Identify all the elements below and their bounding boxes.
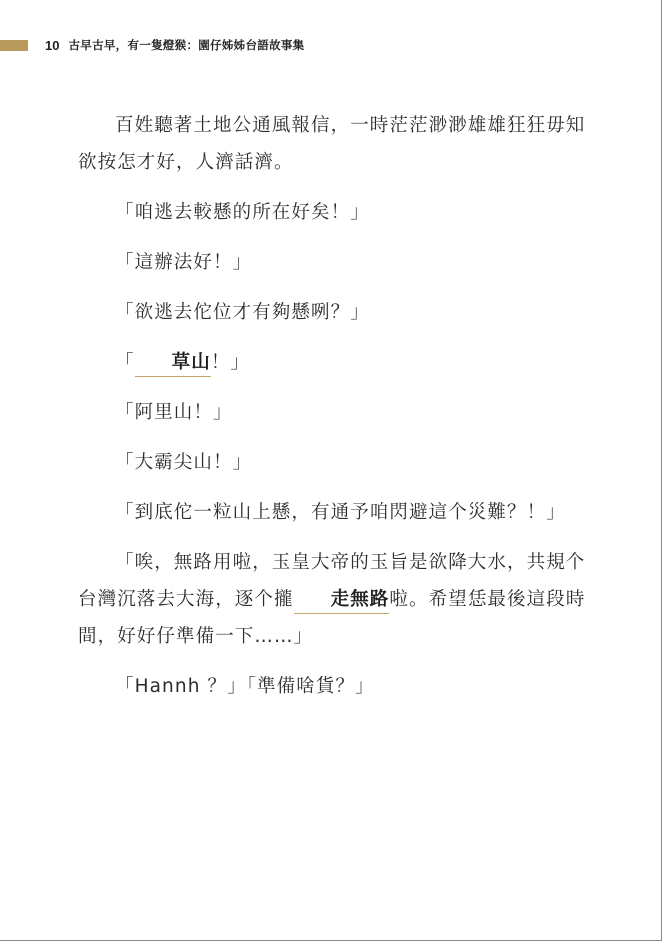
dialogue-paragraph bbox=[78, 544, 588, 655]
vocab-term: 走無路 bbox=[294, 587, 390, 614]
dialogue-line bbox=[78, 344, 588, 381]
header-accent-bar bbox=[0, 40, 28, 51]
running-title: 古早古早，有一隻燈猴：園仔姊姊台語故事集 bbox=[68, 38, 305, 52]
story-body bbox=[78, 107, 588, 718]
dialogue-line: 「到底佗一粒山上懸，有通予咱閃避這个災難？！」 bbox=[115, 502, 566, 523]
quote-open: 「 bbox=[115, 352, 135, 373]
paragraph-start: 「唉，無路用啦，玉皇大帝的玉旨是欲降大水，共規个台灣沉落去大海，逐个攏 bbox=[78, 552, 586, 610]
paragraph-end: 啦。希望恁最後這段時間，好好仔準備一下……」 bbox=[78, 589, 586, 647]
page-number: 10 bbox=[45, 37, 60, 53]
dialogue-line: 「Hannh ？」「準備啥貨？」 bbox=[115, 676, 375, 697]
dialogue-line: 「大霸尖山！」 bbox=[115, 452, 253, 473]
quote-rest: ！」 bbox=[210, 352, 251, 373]
running-header bbox=[0, 33, 304, 57]
dialogue-line: 「阿里山！」 bbox=[115, 402, 233, 423]
dialogue-line: 「咱逃去較懸的所在好矣！」 bbox=[115, 202, 370, 223]
vocab-term: 草山 bbox=[135, 350, 211, 377]
dialogue-line: 「這辦法好！」 bbox=[115, 252, 253, 273]
paragraph: 百姓聽著土地公通風報信，一時茫茫渺渺雄雄狂狂毋知欲按怎才好，人濟話濟。 bbox=[78, 115, 586, 173]
dialogue-line: 「欲逃去佗位才有夠懸咧？」 bbox=[115, 302, 370, 323]
